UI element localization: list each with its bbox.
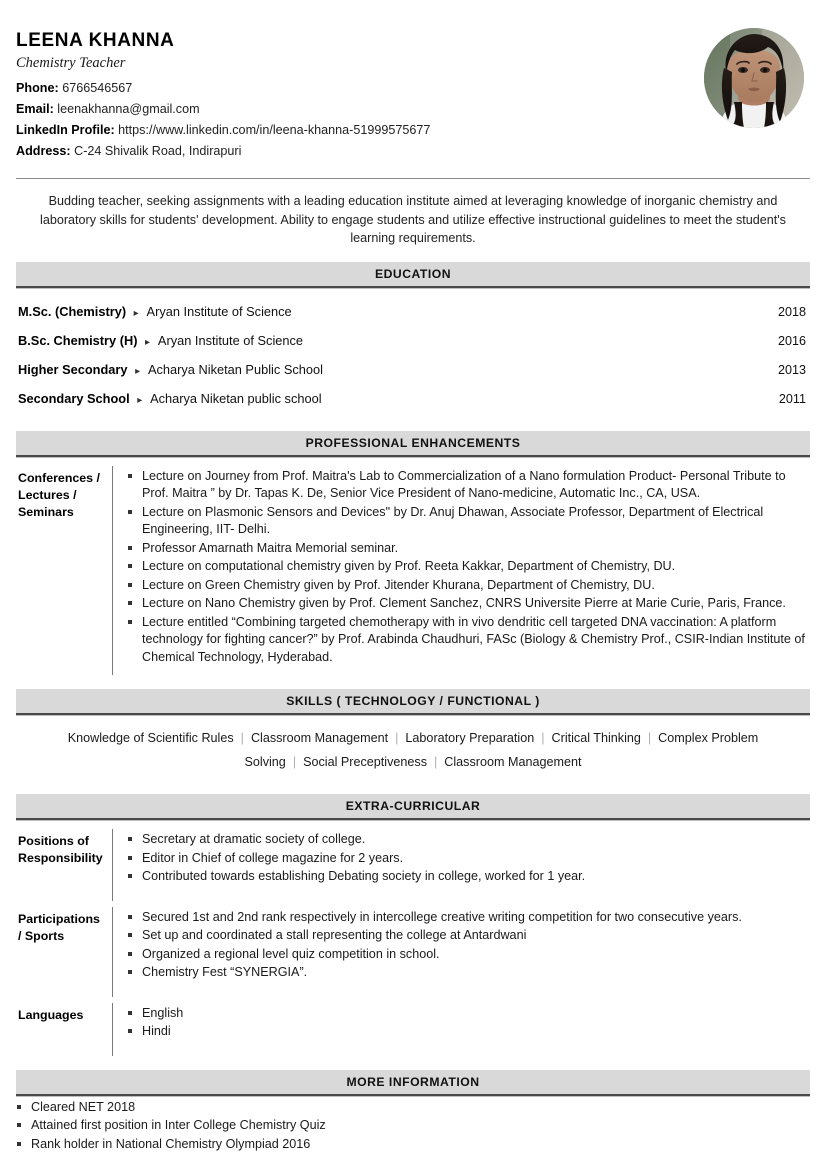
education-entry xyxy=(18,304,292,319)
contact-email xyxy=(16,99,704,120)
extra-curricular-block-languages xyxy=(16,997,810,1056)
section-rule-more-information xyxy=(16,1094,810,1097)
contact-linkedin xyxy=(16,120,704,141)
list-item: Lecture on Green Chemistry given by Prof. Jitender Khurana, Department of Chemistry, DU. xyxy=(127,577,810,595)
section-header-professional: PROFESSIONAL ENHANCEMENTS xyxy=(16,431,810,455)
section-rule-education xyxy=(16,286,810,289)
extra-curricular-list xyxy=(127,1005,810,1041)
education-degree: M.Sc. (Chemistry) xyxy=(18,303,127,319)
skill-item: Knowledge of Scientific Rules xyxy=(67,731,234,745)
list-item: Organized a regional level quiz competition in school. xyxy=(127,946,810,964)
skill-item: Classroom Management xyxy=(250,731,389,745)
triangle-right-icon: ▸ xyxy=(137,394,143,406)
skill-separator: | xyxy=(434,755,438,769)
skill-item: Laboratory Preparation xyxy=(405,731,535,745)
skill-item: Critical Thinking xyxy=(551,731,641,745)
list-item: Secretary at dramatic society of college. xyxy=(127,831,810,849)
extra-curricular-body xyxy=(112,1003,810,1056)
list-item: Lecture on Nano Chemistry given by Prof. Clement Sanchez, CNRS Universite Pierre at Marie Curie, Paris, France. xyxy=(127,595,810,613)
section-header-skills: SKILLS ( TECHNOLOGY / FUNCTIONAL ) xyxy=(16,689,810,713)
education-year: 2011 xyxy=(778,391,806,406)
skill-separator: | xyxy=(647,731,652,745)
education-year: 2018 xyxy=(777,304,806,319)
contact-phone-value: 6766546567 xyxy=(62,81,133,95)
skills-list xyxy=(16,718,810,780)
extra-curricular-body xyxy=(112,907,810,997)
education-year: 2016 xyxy=(777,333,806,348)
section-header-more-information: MORE INFORMATION xyxy=(16,1070,810,1094)
profile-photo-image xyxy=(704,28,804,128)
extra-curricular-block-participations xyxy=(16,901,810,997)
list-item: Lecture on computational chemistry given by Prof. Reeta Kakkar, Department of Chemistry, DU. xyxy=(127,558,810,576)
contact-phone-label: Phone: xyxy=(16,81,59,95)
list-item: English xyxy=(127,1005,810,1023)
extra-curricular-label: Participations / Sports xyxy=(18,911,100,943)
page-title: LEENA KHANNA xyxy=(16,30,175,51)
education-institute: Aryan Institute of Science xyxy=(146,303,292,319)
extra-curricular-list xyxy=(127,909,810,982)
extra-curricular-list xyxy=(127,831,810,886)
education-institute: Aryan Institute of Science xyxy=(157,332,304,348)
education-row xyxy=(18,384,808,413)
contact-email-label: Email: xyxy=(16,102,54,116)
contact-address xyxy=(16,141,704,162)
extra-curricular-block-positions xyxy=(16,823,810,901)
list-item: Professor Amarnath Maitra Memorial seminar. xyxy=(127,540,810,558)
list-item: Hindi xyxy=(127,1023,810,1041)
education-institute: Acharya Niketan Public School xyxy=(147,361,323,377)
education-institute: Acharya Niketan public school xyxy=(150,390,322,406)
education-entry xyxy=(18,362,323,377)
list-item: Attained first position in Inter College Chemistry Quiz xyxy=(16,1117,810,1135)
education-degree: Secondary School xyxy=(18,390,130,406)
list-item: Lecture on Plasmonic Sensors and Devices" by Dr. Anuj Dhawan, Associate Professor, Department of Electrical Engineering, IIT- Delhi. xyxy=(127,504,810,539)
section-header-extra-curricular: EXTRA-CURRICULAR xyxy=(16,794,810,818)
header-contact-block xyxy=(16,26,704,162)
profile-summary: Budding teacher, seeking assignments with a leading education institute aimed at leveraging knowledge of inorganic chemistry and laboratory skills for students' development. Ability to engage students and utilize effective instructional guidelines to meet the student's learning requirements. xyxy=(40,194,786,245)
skill-separator: | xyxy=(395,731,399,745)
professional-list xyxy=(127,468,810,667)
skill-item: Classroom Management xyxy=(444,755,582,769)
list-item: Contributed towards establishing Debating society in college, worked for 1 year. xyxy=(127,868,810,886)
resume-header xyxy=(16,0,810,162)
list-item: Rank holder in National Chemistry Olympiad 2016 xyxy=(16,1136,810,1154)
skill-item: Complex Problem Solving xyxy=(244,731,759,769)
education-degree: Higher Secondary xyxy=(18,361,128,377)
professional-block xyxy=(16,460,810,676)
professional-body xyxy=(112,466,810,676)
professional-label: Conferences / Lectures / Seminars xyxy=(18,470,100,519)
list-item: Chemistry Fest “SYNERGIA”. xyxy=(127,964,810,982)
extra-curricular-label: Languages xyxy=(18,1007,84,1022)
extra-curricular-body xyxy=(112,829,810,901)
education-degree: B.Sc. Chemistry (H) xyxy=(18,332,138,348)
profile-photo xyxy=(704,28,804,128)
contact-email-value[interactable]: leenakhanna@gmail.com xyxy=(57,102,200,116)
skill-separator: | xyxy=(292,755,297,769)
contact-phone xyxy=(16,78,704,99)
education-entry xyxy=(18,333,303,348)
skill-item: Social Preceptiveness xyxy=(303,755,427,769)
list-item: Lecture entitled “Combining targeted chemotherapy with in vivo dendritic cell targeted DNA vaccination: A platform technology for fighting cancer?” by Prof. Arabinda Chaudhuri, FASc (Biology & Chemistry Prof., CSIR-Indian Institute of Chemical Technology, Hyderabad. xyxy=(127,614,810,667)
education-row xyxy=(18,297,808,326)
list-item: Secured 1st and 2nd rank respectively in intercollege creative writing competition for two consecutive years. xyxy=(127,909,810,927)
education-year: 2013 xyxy=(777,362,806,377)
education-entry xyxy=(18,391,322,406)
section-rule-extra-curricular xyxy=(16,818,810,821)
education-row xyxy=(18,355,808,384)
section-header-education: EDUCATION xyxy=(16,262,810,286)
section-rule-professional xyxy=(16,455,810,458)
skill-separator: | xyxy=(240,731,244,745)
list-item: Set up and coordinated a stall representing the college at Antardwani xyxy=(127,927,810,945)
section-rule-skills xyxy=(16,713,810,716)
skill-separator: | xyxy=(541,731,545,745)
list-item: Cleared NET 2018 xyxy=(16,1099,810,1117)
contact-linkedin-value[interactable]: https://www.linkedin.com/in/leena-khanna-51999575677 xyxy=(118,123,431,137)
triangle-right-icon: ▸ xyxy=(145,336,151,348)
triangle-right-icon: ▸ xyxy=(133,307,139,319)
list-item: Editor in Chief of college magazine for 2 years. xyxy=(127,850,810,868)
extra-curricular-label: Positions of Responsibility xyxy=(18,834,103,865)
list-item: Lecture on Journey from Prof. Maitra's Lab to Commercialization of a Nano formulation Product- Personal Tribute to Prof. Maitra ” by Dr. Tapas K. De, Senior Vice President of Nano-medicine, Automatic Inc., CA, USA. xyxy=(127,468,810,503)
job-title: Chemistry Teacher xyxy=(16,55,126,71)
contact-linkedin-label: LinkedIn Profile: xyxy=(16,123,115,137)
more-information-list xyxy=(16,1099,810,1154)
education-row xyxy=(18,326,808,355)
contact-address-label: Address: xyxy=(16,144,71,158)
triangle-right-icon: ▸ xyxy=(135,365,141,377)
avatar xyxy=(704,28,804,128)
contact-address-value: C-24 Shivalik Road, Indirapuri xyxy=(74,144,242,158)
education-list xyxy=(16,291,810,417)
